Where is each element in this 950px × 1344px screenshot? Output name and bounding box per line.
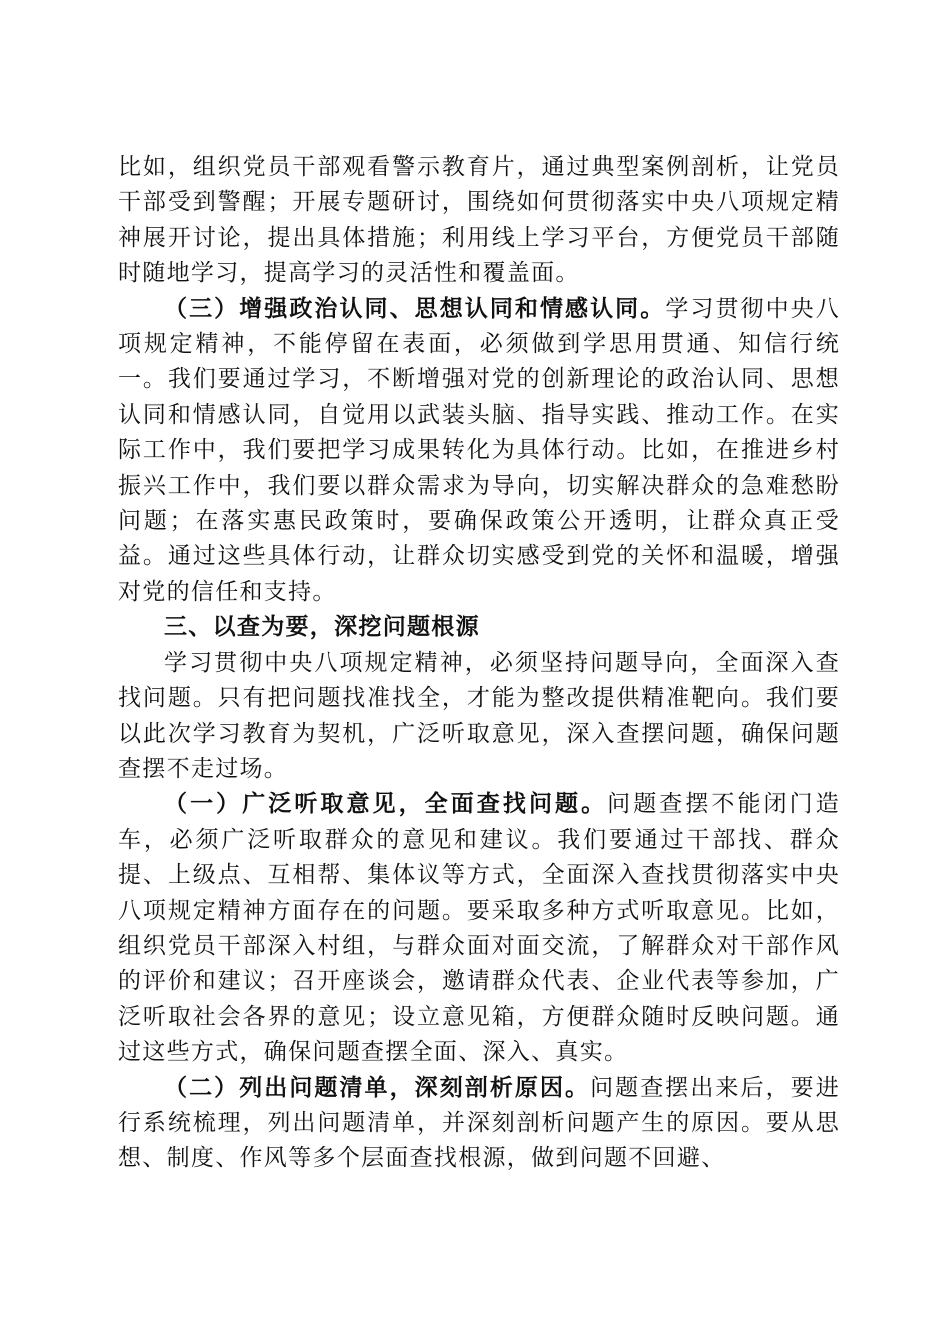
paragraph-text: 学习贯彻中央八项规定精神，不能停留在表面，必须做到学思用贯通、知信行统一。我们要通过学习，不断增强对党的创新理论的政治认同、思想认同和情感认同，自觉用以武装头脑、指导实践、推动工作。在实际工作中，我们要把学习成果转化为具体行动。比如，在推进乡村振兴工作中，我们要以群众需求为导向，切实解决群众的急难愁盼问题；在落实惠民政策时，要确保政策公开透明，让群众真正受益。通过这些具体行动，让群众切实感受到党的关怀和温暖，增强对党的信任和支持。 [118,295,841,605]
section-heading: 三、以查为要，深挖问题根源 [164,614,480,641]
paragraph-text: 问题查摆出来后，要进行系统梳理，列出问题清单，并深刻剖析问题产生的原因。要从思想、制度、作风等多个层面查找根源，做到问题不回避、 [118,1074,840,1172]
paragraph-text: 比如，组织党员干部观看警示教育片，通过典型案例剖析，让党员干部受到警醒；开展专题研讨，围绕如何贯彻落实中央八项规定精神展开讨论，提出具体措施；利用线上学习平台，方便党员干部随时随地学习，提高学习的灵活性和覆盖面。 [118,154,840,287]
subsection-lead: （二）列出问题清单，深刻剖析原因。 [164,1074,591,1101]
subsection-lead: （一）广泛听取意见，全面查找问题。 [164,791,608,818]
paragraph-text: 学习贯彻中央八项规定精神，必须坚持问题导向，全面深入查找问题。只有把问题找准找全，才能为整改提供精准靶向。我们要以此次学习教育为契机，广泛听取意见，深入查摆问题，确保问题查摆不走过场。 [118,649,840,782]
subsection-lead: （三）增强政治认同、思想认同和情感认同。 [164,295,666,322]
document-page [118,150,840,1177]
body-paragraph [118,787,840,1070]
body-paragraph [118,646,840,788]
body-paragraph [118,150,840,292]
paragraph-text: 问题查摆不能闭门造车，必须广泛听取群众的意见和建议。我们要通过干部找、群众提、上级点、互相帮、集体议等方式，全面深入查找贯彻落实中央八项规定精神方面存在的问题。要采取多种方式听取意见。比如，组织党员干部深入村组，与群众面对面交流，了解群众对干部作风的评价和建议；召开座谈会，邀请群众代表、企业代表等参加，广泛听取社会各界的意见；设立意见箱，方便群众随时反映问题。通过这些方式，确保问题查摆全面、深入、真实。 [118,791,840,1066]
body-paragraph [118,1071,840,1177]
body-paragraph [118,292,840,611]
